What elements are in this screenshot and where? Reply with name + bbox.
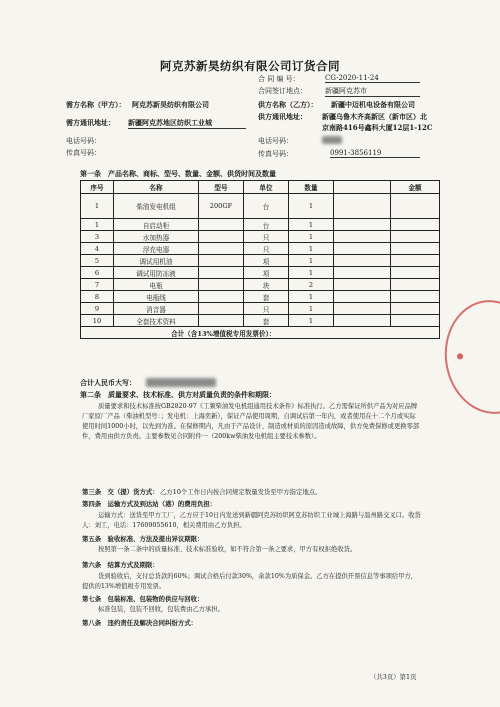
cell: 项 — [244, 255, 289, 267]
cell — [391, 194, 440, 219]
cell — [199, 315, 244, 327]
table-row — [81, 279, 440, 291]
section3-text: 乙方10个工作日内按合同规定数量发货至甲方指定地点。 — [160, 488, 322, 496]
table-row — [81, 315, 440, 327]
cell: 1 — [289, 255, 334, 267]
cell — [199, 303, 244, 315]
cell: 10 — [81, 315, 114, 327]
section7-title: 第七条 包装标准、包装物的供应与回收： — [82, 595, 204, 603]
total-label: 合计（含13%增值税专用发票价）： — [81, 327, 440, 339]
cell — [391, 303, 440, 315]
section1-title: 第一条 产品名称、商标、型号、数量、金额、供货时间及数量 — [80, 169, 276, 178]
cell — [391, 267, 440, 279]
table-row — [81, 243, 440, 255]
section4-title: 第四条 运输方式及到达站（港）的费用负担： — [82, 500, 217, 508]
cell: 1 — [289, 194, 334, 219]
cell: 8 — [81, 291, 114, 303]
buyer-address-label: 需方通讯地址： — [66, 118, 115, 127]
cell — [334, 315, 391, 327]
cell: 电瓶线 — [114, 291, 199, 303]
cell — [199, 267, 244, 279]
document-title: 阿克苏新昊纺织有限公司订货合同 — [160, 59, 340, 73]
cell: 自启动柜 — [114, 219, 199, 231]
seller-fax: 0991-3856119 — [330, 149, 420, 158]
col-header: 金额 — [391, 181, 440, 194]
company-seal-icon: ● — [438, 294, 500, 420]
seller-fax-label: 传真号码： — [258, 150, 293, 158]
cell — [334, 255, 391, 267]
cell — [334, 291, 391, 303]
cell — [199, 255, 244, 267]
col-header: 单位 — [244, 181, 289, 194]
cell: 1 — [289, 243, 334, 255]
cell: 项 — [244, 267, 289, 279]
redacted-phone — [322, 136, 342, 144]
col-header: 序号 — [81, 181, 114, 194]
cell — [334, 279, 391, 291]
cell: 台 — [244, 194, 289, 219]
table-row — [81, 255, 440, 267]
cell — [391, 243, 440, 255]
seller-phone-label: 电话号码： — [258, 137, 293, 145]
section2-text: 质量要求和技术标准按GB2820-97《工频柴油发电机组通用技术条件》标准执行。乙方需保证所供产品为对应品牌厂家原厂产品（柴油机型号：；发电机：上海奕新），保证产品使用周期，自调试后第一年内，或者使用在十二个月或实际使用时间1000小时，以先到为准。在保修期内，凡由于产品设计、制造或材质的原因造成故障，供方免费保修或更换零部件，费用由供方负责。主要参数见合同附件一（200kw柴油发电机组主要技术参数）。 — [82, 403, 420, 440]
cell — [199, 291, 244, 303]
cell: 柴油发电机组 — [114, 194, 199, 219]
cell: 3 — [81, 231, 114, 243]
cell: 消音器 — [114, 303, 199, 315]
buyer-name: 阿克苏新昊纺织有限公司 — [132, 100, 209, 109]
section4-text: 运输方式：送货至甲方工厂，乙方应于10日内发送到新疆阿克苏纺织阿克苏纺织工业城上海路与温州路交叉口。收货人：刘工，电话：17609055610，相关费用由乙方负担。 — [82, 512, 421, 529]
cell — [199, 219, 244, 231]
cell: 5 — [81, 255, 114, 267]
buyer-phone-label: 电话号码： — [66, 137, 101, 145]
table-row — [81, 231, 440, 243]
seller-address-line2: 京南路416号鑫科大厦12层1-12C — [322, 123, 433, 132]
buyer-fax-label: 传真号码： — [66, 149, 101, 157]
cell — [334, 267, 391, 279]
section6-text: 货到验收后，支付总货款的60%；调试合格后付款30%，余款10%为质保金。乙方在提供开票信息等事项给甲方，提供的13%增值税专用发票。 — [82, 573, 418, 590]
section3-title: 第三条 交（提）货方式： — [82, 488, 159, 496]
cell: 套 — [244, 291, 289, 303]
cell: 1 — [289, 231, 334, 243]
redacted-amount — [146, 378, 216, 387]
sign-place: 新疆阿克苏市 — [325, 86, 420, 97]
rmb-label: 合计人民币大写： — [80, 378, 136, 387]
table-row — [81, 194, 440, 219]
contract-no: CG-2020-11-24 — [325, 74, 420, 83]
page-number: （共3页）第1页 — [370, 673, 417, 681]
cell — [334, 219, 391, 231]
table-row — [81, 219, 440, 231]
cell: 2 — [289, 279, 334, 291]
section5-title: 第五条 验收标准、方法及提出异议期限： — [82, 535, 204, 543]
cell: 1 — [289, 291, 334, 303]
section7-text: 标准包装，包装不回收，包装费由乙方承担。 — [98, 606, 224, 613]
col-header: 型号 — [199, 181, 244, 194]
table-row — [81, 291, 440, 303]
table-total-row — [81, 327, 440, 339]
cell — [391, 291, 440, 303]
table-row — [81, 303, 440, 315]
cell: 9 — [81, 303, 114, 315]
seller-address-label: 供方通讯地址： — [258, 112, 307, 121]
col-header: 数量 — [289, 181, 334, 194]
cell: 只 — [244, 231, 289, 243]
cell — [391, 231, 440, 243]
buyer-label: 需方名称（甲方）： — [66, 100, 126, 109]
cell — [391, 315, 440, 327]
cell: 水加热器 — [114, 231, 199, 243]
cell — [199, 279, 244, 291]
cell — [391, 255, 440, 267]
cell: 1 — [289, 267, 334, 279]
cell: 6 — [81, 267, 114, 279]
cell: 全套技术资料 — [114, 315, 199, 327]
cell — [199, 231, 244, 243]
table-row — [81, 267, 440, 279]
cell: 调试用机油 — [114, 255, 199, 267]
table-header-row — [81, 181, 440, 194]
section8-title: 第八条 违约责任及解决合同纠纷方式： — [82, 619, 198, 627]
cell: 只 — [244, 243, 289, 255]
cell: 7 — [81, 279, 114, 291]
cell — [391, 279, 440, 291]
cell — [391, 219, 440, 231]
cell: 只 — [244, 303, 289, 315]
cell — [334, 243, 391, 255]
cell — [334, 194, 391, 219]
cell: 块 — [244, 279, 289, 291]
cell — [334, 303, 391, 315]
cell: 套 — [244, 315, 289, 327]
sign-place-label: 合同签订地点： — [258, 87, 307, 95]
cell: 浮充电器 — [114, 243, 199, 255]
col-header — [334, 181, 391, 194]
cell: 1 — [289, 303, 334, 315]
col-header: 名称 — [114, 181, 199, 194]
seller-address-line1: 新疆乌鲁木齐高新区（新市区）北 — [322, 112, 427, 121]
cell — [199, 243, 244, 255]
seller-name: 新疆中迈机电设备有限公司 — [331, 100, 415, 109]
section2-title: 第二条 质量要求、技术标准、供方对质量负责的条件和期限： — [80, 390, 276, 399]
cell: 1 — [289, 315, 334, 327]
buyer-address: 新疆阿克苏地区纺织工业城 — [128, 118, 246, 129]
cell: 200GF — [199, 194, 244, 219]
contract-no-label: 合 同 编 号： — [258, 75, 300, 83]
section5-text: 按照第一条二条中的质量标准、技术标准验收，如不符合第一条之要求，甲方有权拒绝收货。 — [98, 546, 357, 553]
cell: 电瓶 — [114, 279, 199, 291]
cell: 调试用防冻液 — [114, 267, 199, 279]
goods-table — [80, 180, 440, 339]
cell: 4 — [81, 243, 114, 255]
cell — [334, 231, 391, 243]
cell: 1 — [81, 219, 114, 231]
section6-title: 第六条 结算方式及期限： — [82, 561, 159, 569]
cell: 1 — [81, 194, 114, 219]
seller-label: 供方名称（乙方）： — [258, 100, 318, 109]
cell: 1 — [289, 219, 334, 231]
cell: 台 — [244, 219, 289, 231]
